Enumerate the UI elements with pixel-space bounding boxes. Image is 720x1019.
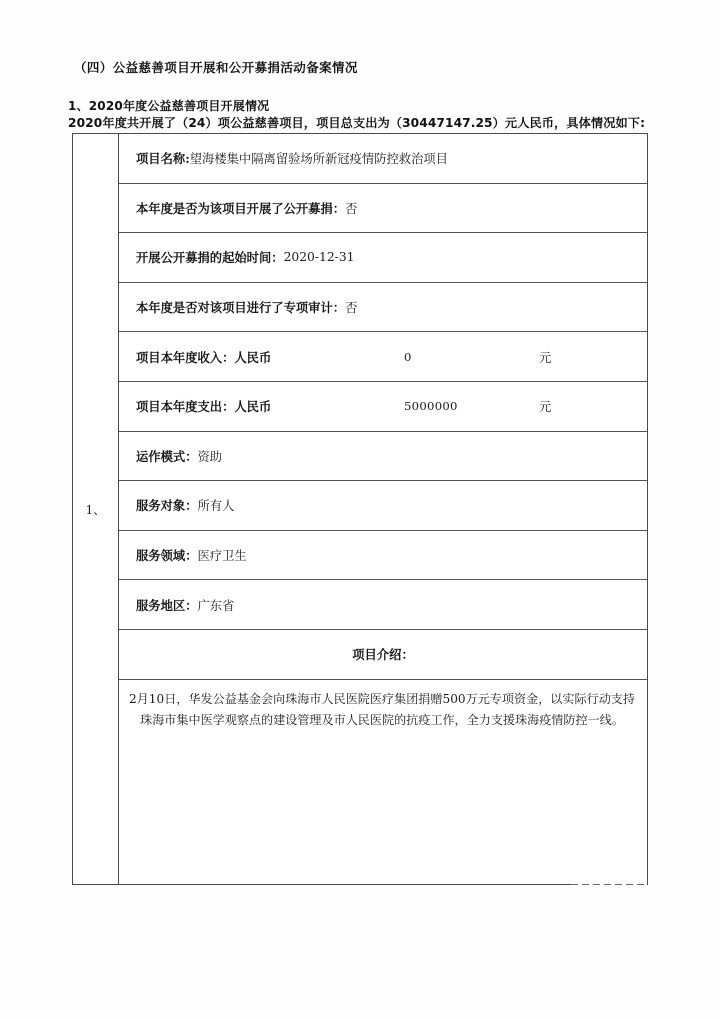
row-value: 否 xyxy=(345,301,358,316)
row-value: 医疗卫生 xyxy=(197,549,247,564)
intro-heading-label: 项目介绍： xyxy=(352,647,414,663)
row-value: 望海楼集中隔离留验场所新冠疫情防控救治项目 xyxy=(189,152,448,167)
row-value: 广东省 xyxy=(197,598,235,613)
income-amount: 0 xyxy=(404,349,412,364)
project-rows-column xyxy=(119,134,647,884)
table-row-fundraising-start-date xyxy=(119,233,647,283)
row-label: 服务地区： xyxy=(136,597,198,613)
row-value: 2020-12-31 xyxy=(283,250,355,265)
row-label: 项目名称: xyxy=(136,151,190,167)
row-label: 项目本年度支出：人民币 xyxy=(136,399,272,415)
project-index-column xyxy=(73,134,119,884)
row-label: 服务领域： xyxy=(136,548,198,564)
expense-unit: 元 xyxy=(539,400,552,415)
table-row-service-target xyxy=(119,481,647,531)
table-row-intro-heading xyxy=(119,630,647,680)
expense-amount: 5000000 xyxy=(404,399,458,414)
table-row-special-audit xyxy=(119,283,647,333)
section-heading: （四）公益慈善项目开展和公开募捐活动备案情况 xyxy=(74,60,358,75)
subsection-heading: 1、2020年度公益慈善项目开展情况 xyxy=(68,99,270,113)
project-intro-text: 2月10日，华发公益基金会向珠海市人民医院医疗集团捐赠500万元专项资金，以实际行动支持珠海市集中医学观察点的建设管理及市人民医院的抗疫工作，全力支援珠海疫情防控一线。 xyxy=(129,691,635,728)
project-intro-body xyxy=(119,680,647,884)
table-row-annual-expense xyxy=(119,382,647,432)
row-label: 项目本年度收入：人民币 xyxy=(136,349,272,365)
table-row-operating-mode xyxy=(119,432,647,482)
table-row-annual-income xyxy=(119,332,647,382)
row-label: 本年度是否对该项目进行了专项审计： xyxy=(136,300,346,316)
row-label: 运作模式： xyxy=(136,448,198,464)
summary-line: 2020年度共开展了（24）项公益慈善项目，项目总支出为（30447147.25）元人民币，具体情况如下: xyxy=(68,116,646,130)
table-row-public-fundraising xyxy=(119,184,647,234)
scan-artifact-bottom-border xyxy=(571,884,647,885)
row-value: 所有人 xyxy=(197,499,235,514)
income-unit: 元 xyxy=(539,350,552,365)
project-index-label: 1、 xyxy=(85,502,106,517)
row-label: 服务对象： xyxy=(136,498,198,514)
table-row-service-region xyxy=(119,580,647,630)
row-value: 资助 xyxy=(197,449,223,464)
table-row-service-field xyxy=(119,531,647,581)
table-row-project-name xyxy=(119,134,647,184)
row-label: 开展公开募捐的起始时间： xyxy=(136,250,284,266)
row-label: 本年度是否为该项目开展了公开募捐： xyxy=(136,200,346,216)
row-value: 否 xyxy=(345,201,358,216)
project-table xyxy=(72,133,648,885)
